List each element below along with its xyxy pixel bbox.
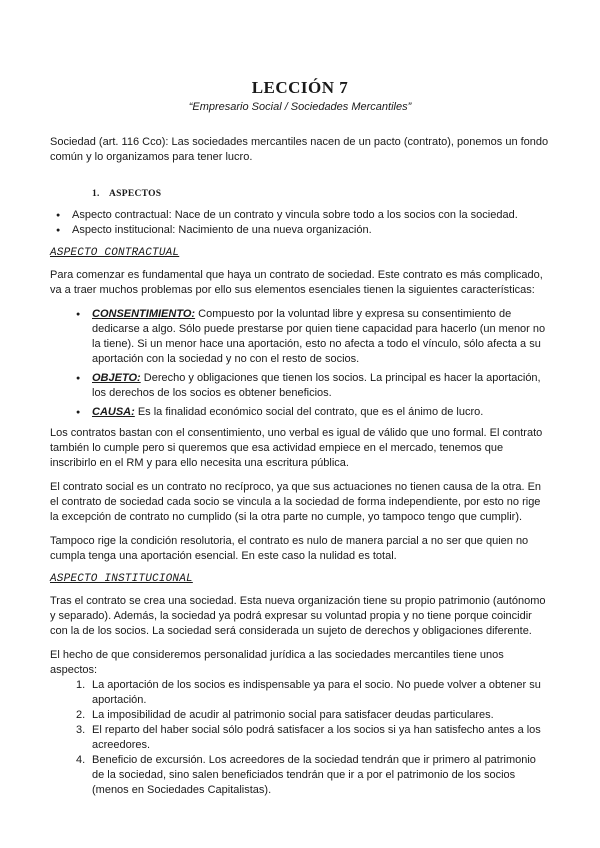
contractual-intro: Para comenzar es fundamental que haya un contrato de sociedad. Este contrato es más complicado, va a traer muchos problemas por ello sus elementos esenciales tienen la siguientes características: <box>50 269 543 296</box>
characteristic-text: Derecho y obligaciones que tienen los socios. La principal es hacer la aportación, los derechos de los socios es obtener beneficios. <box>92 372 541 399</box>
aspect-number: 4. <box>76 754 86 766</box>
lesson-title: LECCIÓN 7 <box>251 78 349 97</box>
contractual-paragraph: Los contratos bastan con el consentimiento, uno verbal es igual de válido que uno formal. El contrato también lo cumple pero si queremos que esa actividad empiece en el mercado, tenemos que inscribirlo en el RM y para ello necesita una escritura pública. <box>50 427 543 469</box>
characteristic-text: Es la finalidad económico social del contrato, que es el ánimo de lucro. <box>134 406 484 418</box>
aspect-text: La aportación de los socios es indispensable ya para el socio. No puede volver a obtener su aportación. <box>92 679 541 706</box>
aspect-text: La imposibilidad de acudir al patrimonio social para satisfacer deudas particulares. <box>92 709 494 721</box>
aspect-text: Beneficio de excursión. Los acreedores de la sociedad tendrán que ir primero al patrimonio de la sociedad, sino salen beneficiados tendrán que ir a por el patrimonio de los socios (menos en Sociedades Capitalistas). <box>92 754 536 796</box>
characteristic-item <box>50 307 550 367</box>
aspectos-list-item: ● Aspecto institucional: Nacimiento de una nueva organización. <box>50 223 550 238</box>
contractual-paragraph: Tampoco rige la condición resolutoria, el contrato es nulo de manera parcial a no ser que quien no cumpla tenga una aportación esencial. En este caso la nulidad es total. <box>50 535 529 562</box>
aspect-number: 1. <box>76 679 86 691</box>
characteristic-term: OBJETO: <box>92 372 141 384</box>
aspectos-heading <box>92 187 550 202</box>
aspect-number: 3. <box>76 724 86 736</box>
intro-paragraph: Sociedad (art. 116 Cco): Las sociedades mercantiles nacen de un pacto (contrato), ponemos un fondo común y lo organizamos para tener lucro. <box>50 136 549 163</box>
personalidad-aspects-list <box>50 678 550 798</box>
characteristic-text: Compuesto por la voluntad libre y expresa su consentimiento de dedicarse a algo. Sólo puede prestarse por quien tiene capacidad para hacerlo (un menor no la tiene). Si un menor hace una aportación, esto no afecta a todo el vínculo, sólo afecta a su aportación con la sociedad y no con el resto de socios. <box>92 308 546 365</box>
characteristic-item <box>50 405 550 420</box>
aspectos-heading-text: ASPECTOS <box>109 189 162 199</box>
lesson-subtitle: “Empresario Social / Sociedades Mercantiles” <box>188 101 412 113</box>
characteristic-term: CAUSA: <box>92 406 135 418</box>
characteristics-list <box>50 307 550 420</box>
aspect-text: El reparto del haber social sólo podrá satisfacer a los socios si ya han satisfecho antes a los acreedores. <box>92 724 541 751</box>
aspectos-heading-number: 1. <box>92 189 100 199</box>
institucional-paragraph: Tras el contrato se crea una sociedad. Esta nueva organización tiene su propio patrimonio (autónomo y separado). Además, la sociedad ya podrá expresar su voluntad propia y no tiene porque coincidir con la de los socios. La sociedad será considerada un sujeto de derechos y obligaciones diferente. <box>50 595 546 637</box>
section-heading-contractual: ASPECTO CONTRACTUAL <box>50 247 180 259</box>
aspect-list-item <box>50 708 550 723</box>
aspect-list-item <box>50 678 550 708</box>
aspectos-list <box>50 208 550 238</box>
institucional-paragraph: El hecho de que consideremos personalidad jurídica a las sociedades mercantiles tiene unos aspectos: <box>50 649 504 676</box>
contractual-paragraph: El contrato social es un contrato no recíproco, ya que sus actuaciones no tienen causa de la otra. En el contrato de sociedad cada socio se vincula a la sociedad de forma independiente, por esto no rige la excepción de contrato no cumplido (si la otra parte no cumple, yo tampoco tengo que cumplir). <box>50 481 542 523</box>
section-heading-institucional: ASPECTO INSTITUCIONAL <box>50 573 193 585</box>
characteristic-item <box>50 371 550 401</box>
aspect-number: 2. <box>76 709 86 721</box>
aspect-list-item <box>50 753 550 798</box>
aspectos-list-item: ● Aspecto contractual: Nace de un contrato y vincula sobre todo a los socios con la sociedad. <box>50 208 550 223</box>
characteristic-term: CONSENTIMIENTO: <box>92 308 196 320</box>
aspect-list-item <box>50 723 550 753</box>
